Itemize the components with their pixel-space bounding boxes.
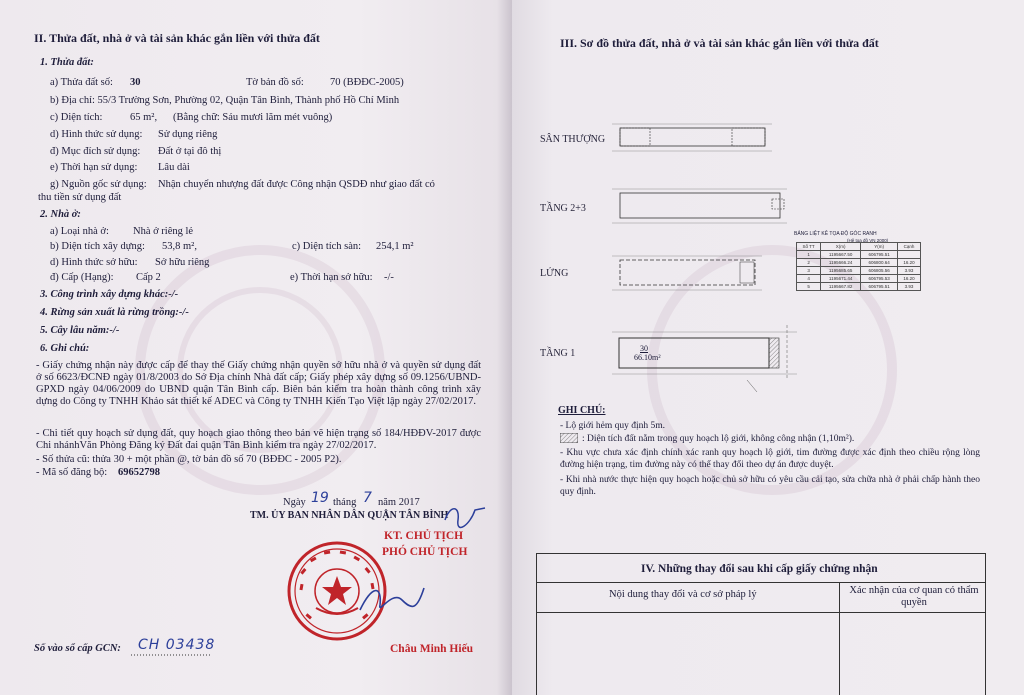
land-heading: 1. Thửa đất: — [40, 57, 94, 68]
coord-cell: 606795.51 — [861, 251, 898, 259]
coord-table-header — [797, 243, 921, 251]
coord-cell: 1195671.44 — [821, 275, 861, 283]
date-prefix: Ngày — [283, 497, 306, 508]
term-label: e) Thời hạn sử dụng: — [50, 162, 138, 173]
note-1: - Giấy chứng nhận này được cấp để thay thế Giấy chứng nhận quyền sở hữu nhà ở và quyền sử dụng đất ở số 6623/ĐCNĐ ngày 01/8/2003 do Sở Địa chính Nhà đất cấp; Giấy phép xây dựng số 09.1256/UBND-GPXD ngày 04/06/2009 do UBND quận Tân Bình cấp. Biên bản kiểm tra hoàn thành công trình xây dựng do Công ty TNHH Khảo sát thiết kế ADEC và Công ty TNHH Kiến Tạo Việt lập ngày 27/02/2017. — [36, 360, 481, 407]
owner-form-label: d) Hình thức sở hữu: — [50, 257, 138, 268]
diagram-notes-heading: GHI CHÚ: — [558, 405, 606, 416]
note-2: - Chi tiết quy hoạch sử dụng đất, quy hoạch giao thông theo bản vẽ hiện trạng số 184/HĐĐV-2017 được Chi nhánhVăn Phòng Đăng ký Đất đai quận Tân Bình kiểm tra ngày 27/02/2017. — [36, 428, 481, 451]
coord-cell: 16.20 — [898, 275, 921, 283]
changes-table — [536, 553, 986, 695]
signer-role-1: KT. CHỦ TỊCH — [384, 530, 464, 542]
use-form-value: Sử dụng riêng — [158, 129, 218, 140]
initial-signature — [440, 500, 490, 530]
purpose-label: đ) Mục đích sử dụng: — [50, 146, 141, 157]
changes-title-divider — [537, 582, 985, 583]
section-2-title: II. Thửa đất, nhà ở và tài sản khác gắn liền với thửa đất — [34, 31, 320, 45]
floor-label-ground: TẦNG 1 — [540, 348, 576, 359]
parcel-label: a) Thửa đất số: — [50, 77, 113, 88]
coord-cell: 3.93 — [898, 283, 921, 291]
cert-number-underline — [131, 652, 211, 658]
origin-label: g) Nguồn gốc sử dụng: — [50, 179, 147, 190]
house-heading: 2. Nhà ở: — [40, 209, 81, 220]
area-label: c) Diện tích: — [50, 112, 103, 123]
note-4-label: - Mã số đăng bộ: — [36, 467, 108, 478]
changes-title: IV. Những thay đổi sau khi cấp giấy chứng nhận — [641, 563, 878, 575]
table-row — [797, 275, 921, 283]
coord-table — [796, 242, 921, 291]
date-day: 19 — [311, 490, 329, 506]
own-term-label: e) Thời hạn sở hữu: — [290, 272, 373, 283]
table-row — [797, 283, 921, 291]
map-number: 70 (BĐĐC-2005) — [330, 77, 404, 88]
coord-cell: 1 — [797, 251, 821, 259]
coord-cell: 3 — [797, 267, 821, 275]
origin-line-2: thu tiền sử dụng đất — [38, 192, 122, 203]
floor-label-2-3: TẦNG 2+3 — [540, 203, 586, 214]
address-line: b) Địa chỉ: 55/3 Trường Sơn, Phường 02, Quận Tân Bình, Thành phố Hồ Chí Minh — [50, 95, 400, 106]
date-month-label: tháng — [333, 497, 357, 508]
construction-line: 3. Công trình xây dựng khác:-/- — [40, 289, 179, 300]
plot-number: 30 — [640, 344, 648, 353]
area-words: (Bằng chữ: Sáu mươi lăm mét vuông) — [173, 112, 333, 123]
signer-role-2: PHÓ CHỦ TỊCH — [382, 546, 468, 558]
house-type-label: a) Loại nhà ở: — [50, 226, 109, 237]
notes-heading: 6. Ghi chú: — [40, 343, 90, 354]
changes-header-divider — [537, 612, 985, 613]
plot-area: 66.10m² — [634, 353, 661, 362]
coord-table-title: BẢNG LIỆT KÊ TỌA ĐỘ GÓC RANH — [794, 231, 877, 237]
diagram-note-4: - Khi nhà nước thực hiện quy hoạch hoặc chủ sở hữu có yêu cầu cải tạo, sửa chữa nhà ở phải chấp hành theo quy định. — [560, 475, 980, 497]
hatch-legend-icon — [560, 433, 578, 443]
forest-line: 4. Rừng sản xuất là rừng trồng:-/- — [40, 307, 189, 318]
map-label: Tờ bản đồ số: — [246, 77, 304, 88]
area-value: 65 m², — [130, 112, 158, 123]
coord-header-cell: X(m) — [821, 243, 861, 251]
date-year: năm 2017 — [378, 497, 420, 508]
changes-col-content: Nội dung thay đổi và cơ sở pháp lý — [609, 589, 757, 600]
perennial-line: 5. Cây lâu năm:-/- — [40, 325, 120, 336]
diagram-note-3: - Khu vực chưa xác định chính xác ranh quy hoạch lộ giới, tim đường được xác định theo chiều rộng lòng đường hiện trạng, tim đường này có thể thay đổi theo dự án được duyệt. — [560, 448, 980, 470]
floor-2-3-plan — [612, 185, 802, 230]
mezzanine-plan — [612, 252, 772, 297]
coord-cell: 1195667.82 — [821, 283, 861, 291]
date-month: 7 — [363, 490, 372, 506]
signer-signature — [352, 580, 432, 620]
floor-area-value: 254,1 m² — [376, 241, 414, 252]
note-3: - Số thửa cũ: thửa 30 + một phần @, tờ bản đồ số 70 (BĐĐC - 2005 P2). — [36, 454, 342, 465]
level-value: Cấp 2 — [136, 272, 161, 283]
origin-line-1: Nhận chuyển nhượng đất được Công nhận QSDĐ như giao đất có — [158, 179, 435, 190]
coord-header-cell: Y(m) — [861, 243, 898, 251]
coord-cell: 1195666.24 — [821, 259, 861, 267]
coord-cell: 606795.53 — [861, 275, 898, 283]
term-value: Lâu dài — [158, 162, 190, 173]
coord-cell: 16.20 — [898, 259, 921, 267]
table-row — [797, 267, 921, 275]
level-label: đ) Cấp (Hạng): — [50, 272, 114, 283]
changes-col-approval: Xác nhận của cơ quan có thẩm quyền — [849, 585, 979, 608]
coord-cell: 1195667.50 — [821, 251, 861, 259]
floor-area-label: c) Diện tích sàn: — [292, 241, 362, 252]
purpose-value: Đất ở tại đô thị — [158, 146, 222, 157]
coord-cell: 5 — [797, 283, 821, 291]
section-3-title: III. Sơ đồ thửa đất, nhà ở và tài sản khác gắn liền với thửa đất — [560, 36, 879, 50]
coord-cell: 606800.64 — [861, 259, 898, 267]
house-type-value: Nhà ở riêng lẻ — [133, 226, 194, 237]
diagram-note-2: : Diện tích đất nằm trong quy hoạch lộ giới, không công nhận (1,10m²). — [582, 434, 855, 444]
signer-name: Châu Minh Hiếu — [390, 643, 474, 655]
right-page — [512, 0, 1024, 695]
build-area-value: 53,8 m², — [162, 241, 197, 252]
cert-number-label: Số vào sổ cấp GCN: — [34, 643, 121, 654]
coord-cell: 3.93 — [898, 267, 921, 275]
table-row — [797, 259, 921, 267]
build-area-label: b) Diện tích xây dựng: — [50, 241, 145, 252]
coord-cell: 4 — [797, 275, 821, 283]
rooftop-plan — [612, 118, 782, 158]
coord-table-subtitle: (Hệ tọa độ VN 2000) — [847, 238, 889, 243]
coord-cell — [898, 251, 921, 259]
floor-label-rooftop: SÂN THƯỢNG — [540, 134, 606, 145]
own-term-value: -/- — [384, 272, 394, 283]
coord-cell: 606805.56 — [861, 267, 898, 275]
coord-cell: 606795.51 — [861, 283, 898, 291]
note-4-value: 69652798 — [118, 467, 160, 478]
coord-cell: 2 — [797, 259, 821, 267]
cert-number: CH 03438 — [138, 637, 216, 653]
coord-header-cell: Cạnh — [898, 243, 921, 251]
diagram-note-1: - Lộ giới hẻm quy định 5m. — [560, 421, 666, 431]
owner-form-value: Sở hữu riêng — [155, 257, 210, 268]
floor-label-mezzanine: LỬNG — [540, 268, 569, 279]
use-form-label: d) Hình thức sử dụng: — [50, 129, 143, 140]
table-row — [797, 251, 921, 259]
coord-cell: 1195685.65 — [821, 267, 861, 275]
changes-column-divider — [839, 582, 840, 695]
coord-header-cell: Số TT — [797, 243, 821, 251]
authority-name: TM. ỦY BAN NHÂN DÂN QUẬN TÂN BÌNH — [250, 510, 449, 521]
parcel-number: 30 — [130, 77, 141, 88]
